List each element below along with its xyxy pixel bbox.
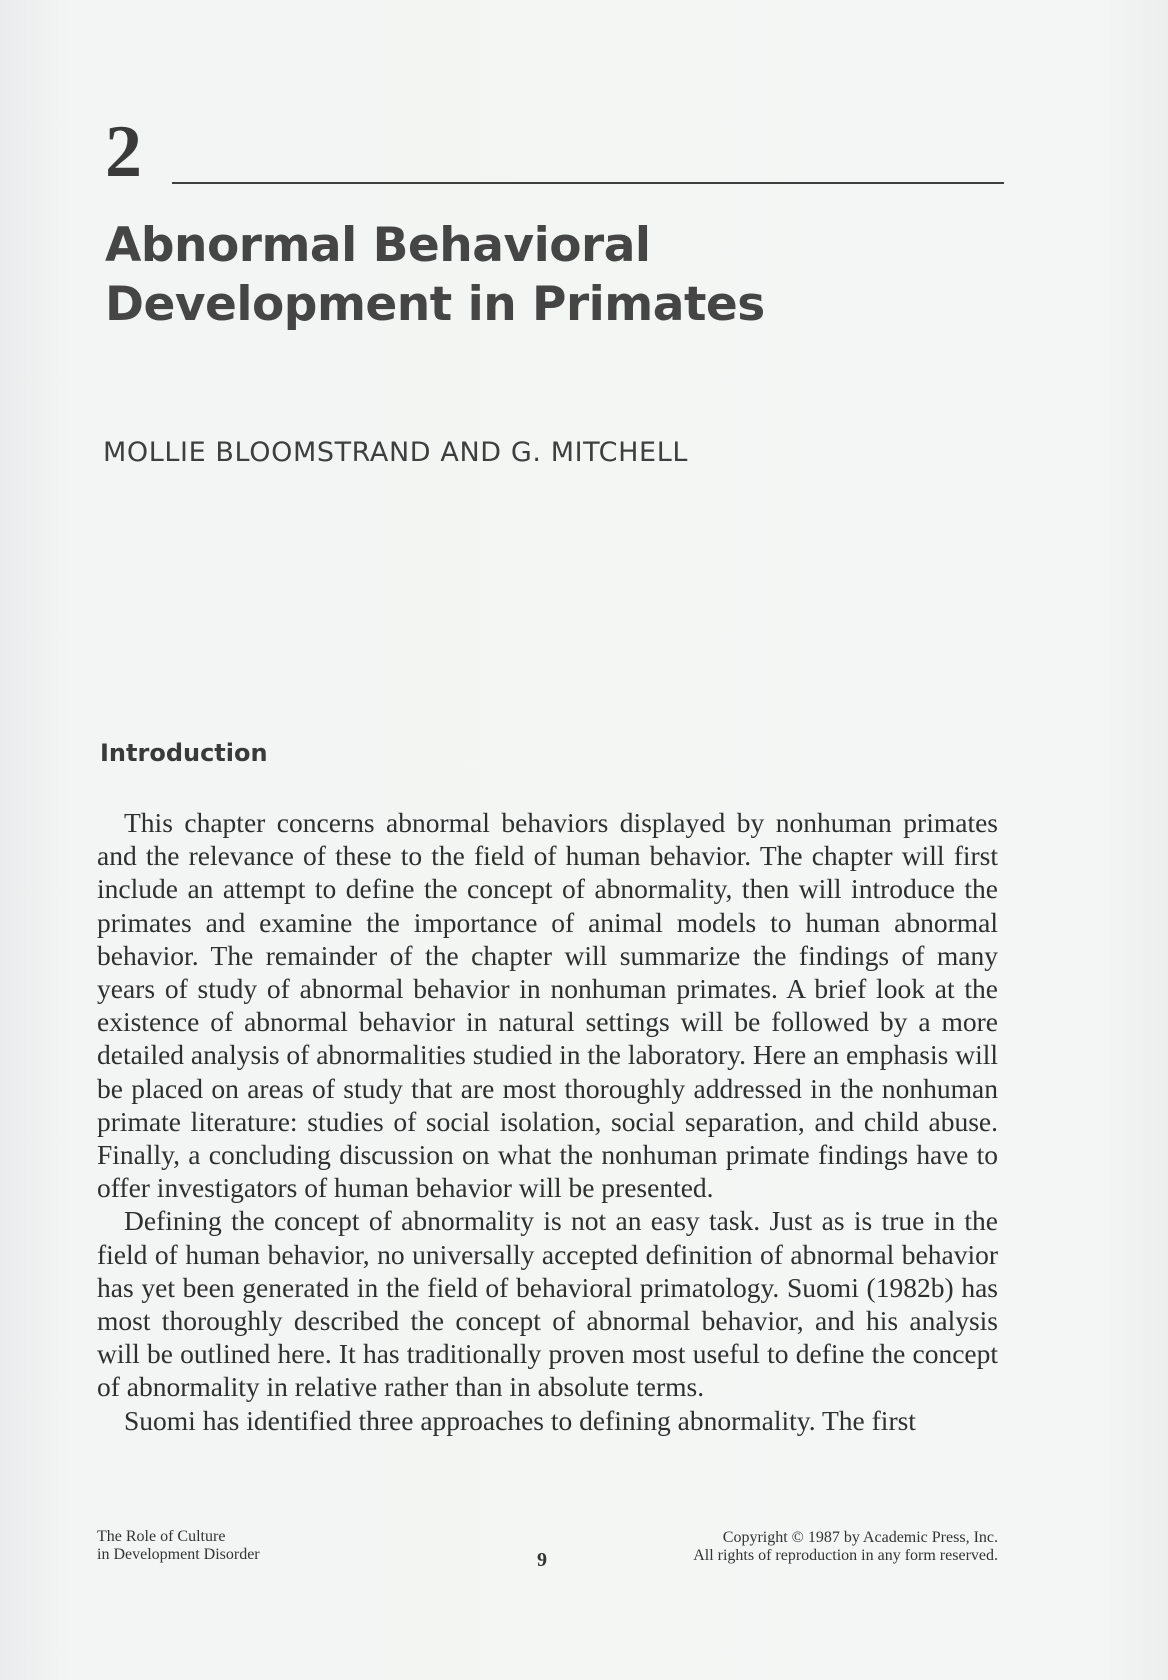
- chapter-authors: MOLLIE BLOOMSTRAND AND G. MITCHELL: [103, 437, 688, 468]
- footer-book-title-line-2: in Development Disorder: [97, 1546, 260, 1563]
- chapter-title: [105, 216, 1005, 334]
- footer-copyright-line-2: All rights of reproduction in any form reserved.: [693, 1547, 998, 1564]
- paragraph-1: This chapter concerns abnormal behaviors displayed by nonhuman primates and the relevance of these to the field of human behavior. The chapter will first include an attempt to define the concept of abnormality, then will introduce the primates and examine the importance of animal models to human abnormal behavior. The remainder of the chapter will summarize the findings of many years of study of abnormal behavior in nonhuman primates. A brief look at the existence of abnormal behavior in natural settings will be followed by a more detailed analysis of abnormalities studied in the laboratory. Here an emphasis will be placed on areas of study that are most thoroughly addressed in the nonhuman primate literature: studies of social isolation, social separation, and child abuse. Finally, a concluding discussion on what the nonhuman primate findings have to offer investigators of human behavior will be presented.: [97, 807, 998, 1204]
- footer-book-title: [97, 1528, 260, 1564]
- chapter-title-line-2: Development in Primates: [105, 277, 765, 332]
- chapter-title-line-1: Abnormal Behavioral: [105, 218, 651, 273]
- section-heading: Introduction: [100, 739, 268, 767]
- footer-copyright-line-1: Copyright © 1987 by Academic Press, Inc.: [722, 1529, 998, 1546]
- chapter-number: 2: [105, 111, 142, 193]
- footer-book-title-line-1: The Role of Culture: [97, 1528, 226, 1545]
- page-number: 9: [537, 1549, 547, 1571]
- paragraph-2: Defining the concept of abnormality is not an easy task. Just as is true in the field of human behavior, no universally accepted definition of abnormal behavior has yet been generated in the field of behavioral primatology. Suomi (1982b) has most thoroughly described the concept of abnormal behavior, and his analysis will be outlined here. It has traditionally proven most useful to define the concept of abnormality in relative rather than in absolute terms.: [97, 1205, 998, 1403]
- chapter-rule: [172, 182, 1004, 184]
- body-text: [97, 806, 998, 1437]
- footer-copyright: [693, 1529, 998, 1565]
- paragraph-3: Suomi has identified three approaches to defining abnormality. The first: [124, 1404, 916, 1436]
